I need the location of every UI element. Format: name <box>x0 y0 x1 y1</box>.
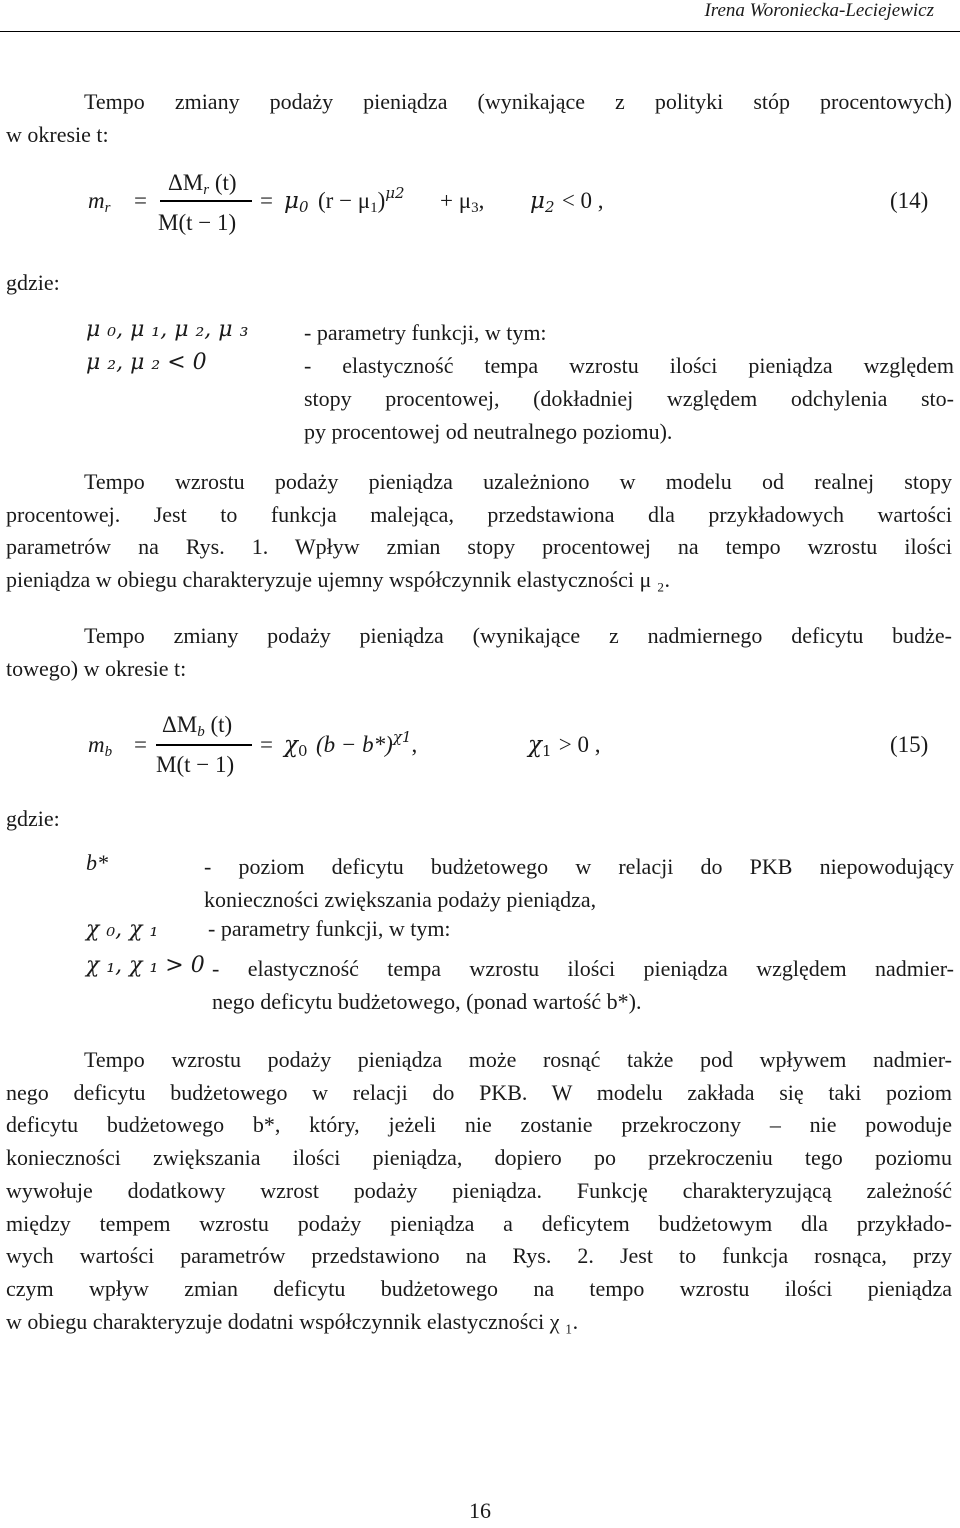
eq-equals: = <box>134 732 147 757</box>
fraction-numerator: ΔMb (t) <box>162 712 233 740</box>
fraction-denominator: M(t − 1) <box>156 752 235 777</box>
paragraph-intro-14 <box>6 86 952 151</box>
text-line: towego) w okresie t: <box>6 655 187 681</box>
fraction-bar <box>160 200 252 202</box>
eq-term: $(r - \mu 1)^{\mu 2}$ <box>318 184 405 216</box>
text-line: wywołuje dodatkowy wzrost podaży pieniądza. Funkcję charakteryzującą zależność <box>6 1177 952 1203</box>
eq-equals: = <box>260 188 273 213</box>
running-header: Irena Woroniecka-Leciejewicz <box>704 0 934 21</box>
text-line: czym wpływ zmian deficytu budżetowego na tempo wzrostu ilości pieniądza <box>6 1275 952 1301</box>
equation-15 <box>0 700 960 790</box>
definition-text: - poziom deficytu budżetowego w relacji do PKB niepowodujący konieczności zwiększania podaży pieniądza, <box>204 854 954 912</box>
header-rule <box>0 31 960 32</box>
text-line: konieczności zwiększania ilości pieniądza, dopiero po przekroczeniu tego poziomu <box>6 1145 952 1171</box>
text-line: Tempo zmiany podaży pieniądza (wynikające z nadmiernego deficytu budże- <box>84 623 952 648</box>
fraction-bar <box>156 744 252 746</box>
definition-symbol: b* <box>86 850 108 875</box>
text-line: wych wartości parametrów przedstawiono na Rys. 2. Jest to funkcja rosnąca, przy <box>6 1243 952 1269</box>
text-line: Tempo wzrostu podaży pieniądza uzależniono w modelu od realnej stopy <box>84 469 952 494</box>
paragraph-interest-rate <box>6 466 952 597</box>
text-line: deficytu budżetowego b*, który, jeżeli nie zostanie przekroczony – nie powoduje <box>6 1112 952 1138</box>
eq-lhs: mb <box>88 732 113 760</box>
eq-term: + μ3, <box>440 188 485 216</box>
equation-number: (15) <box>890 732 929 757</box>
definition-text: - elastyczność tempa wzrostu ilości pieniądza względem stopy procentowej, (dokładniej względem odchylenia sto- py procentowej od neutralnego poziomu). <box>304 353 954 444</box>
definition-symbol: χ ₀, χ ₁ <box>86 917 159 942</box>
text-line: Tempo wzrostu podaży pieniądza może rosnąć także pod wpływem nadmier- <box>84 1047 952 1072</box>
eq-condition: χ1 > 0 , <box>528 732 601 760</box>
fraction-denominator: M(t − 1) <box>158 210 237 235</box>
fraction-numerator: ΔMr (t) <box>168 170 237 198</box>
definition-symbol: χ ₁, χ ₁ > 0 <box>86 953 205 978</box>
text-line: parametrów na Rys. 1. Wpływ zmian stopy procentowej na tempo wzrostu ilości <box>6 534 952 560</box>
where-label: gdzie: <box>6 270 60 295</box>
equation-14 <box>0 160 960 250</box>
paragraph-intro-15 <box>6 620 952 685</box>
text-line: nego deficytu budżetowego w relacji do PKB. W modelu zakłada się taki poziom <box>6 1079 952 1105</box>
definition-symbol: μ ₂, μ ₂ < 0 <box>86 350 207 375</box>
text-line: w okresie t: <box>6 121 109 147</box>
eq-term: $(b - b*)^{\chi 1}$, <box>316 728 418 757</box>
eq-term: χ0 <box>284 732 308 760</box>
text-line: między tempem wzrostu podaży pieniądza a deficytem budżetowym dla przykłado- <box>6 1210 952 1236</box>
text-line: w obiegu charakteryzuje dodatni współczynnik elastyczności χ ₁. <box>6 1308 579 1334</box>
definition-text: - parametry funkcji, w tym: <box>304 320 547 345</box>
text-line: pieniądza w obiegu charakteryzuje ujemny współczynnik elastyczności μ ₂. <box>6 567 670 593</box>
definition-symbol: μ ₀, μ ₁, μ ₂, μ ₃ <box>86 317 249 342</box>
definition-text: - parametry funkcji, w tym: <box>208 916 451 941</box>
text-line: Tempo zmiany podaży pieniądza (wynikające z polityki stóp procentowych) <box>84 89 952 114</box>
eq-condition: μ2 < 0 , <box>530 188 604 216</box>
equation-number: (14) <box>890 188 929 213</box>
text-line: procentowej. Jest to funkcja malejąca, przedstawiona dla przykładowych wartości <box>6 501 952 527</box>
paragraph-budget-deficit <box>6 1044 952 1338</box>
definition-text: - elastyczność tempa wzrostu ilości pieniądza względem nadmier- nego deficytu budżetowego, (ponad wartość b*). <box>212 956 954 1014</box>
eq-lhs: mr <box>88 188 111 216</box>
where-label: gdzie: <box>6 806 60 831</box>
page-number: 16 <box>469 1498 491 1523</box>
eq-equals: = <box>134 188 147 213</box>
eq-equals: = <box>260 732 273 757</box>
eq-term: μ0 <box>284 188 309 216</box>
